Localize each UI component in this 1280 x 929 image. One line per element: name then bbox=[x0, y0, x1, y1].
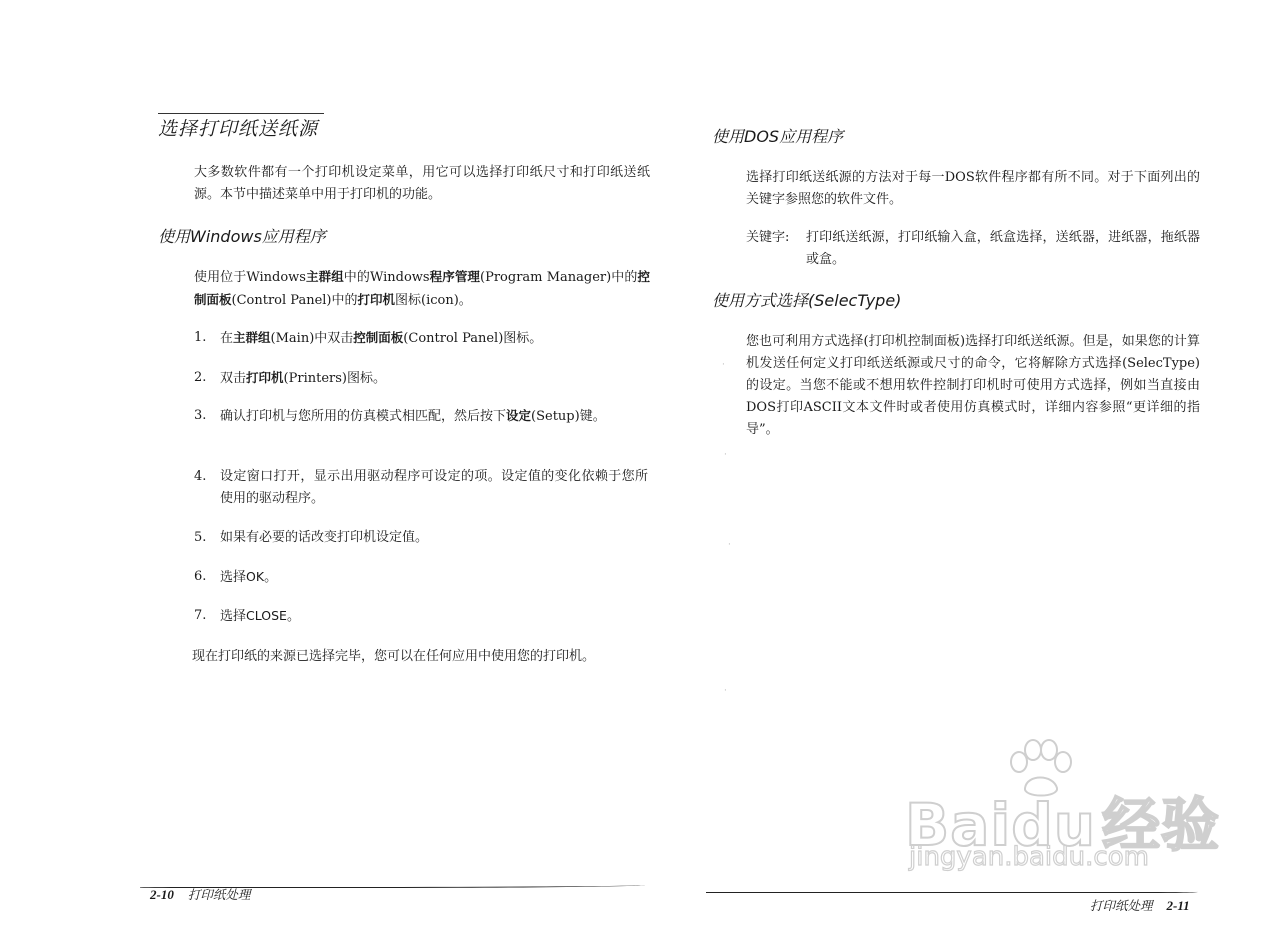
scan-speck: · bbox=[722, 360, 725, 370]
page-title: 选择打印纸送纸源 bbox=[158, 118, 319, 140]
selectype-paragraph: 您也可利用方式选择(打印机控制面板)选择打印纸送纸源。但是，如果您的计算机发送任何定义打印纸送纸源或尺寸的命令，它将解除方式选择(SelecType)的设定。当您不能或不想用软件控制打印机时可使用方式选择，例如当直接由DOS打印ASCII文本文件时或者使用仿真模式时，详细内容参照“更详细的指导”。 bbox=[746, 334, 1200, 437]
page-number: 2-10 bbox=[150, 887, 174, 902]
keyword-text: 打印纸送纸源，打印纸输入盒，纸盒选择，送纸器，进纸器，拖纸器或盒。 bbox=[806, 230, 1200, 267]
left-page: 选择打印纸送纸源 大多数软件都有一个打印机设定菜单，用它可以选择打印纸尺寸和打印纸送纸源。本节中描述菜单中用于打印机的功能。 使用Windows应用程序 使用位于Windows主群组中的Windows程序管理(Program Manager)中的控制面板(Control Panel)中的打印机图标(icon)。 1. 在主群组(Main)中双击控制面板(Control Panel)图标。 2. 双击打印机(Printers)图标。 3. 确认打印机与您所用的仿真模式相匹配，然后按下设定(Setup)键。 4. 设定窗口打开，显示出用驱动程序可设定的项。设定值的变化依赖于您所使用的驱动程序。 5. 如果有必要的话改变打印机设定值。 6. 选择OK。 7. 选择CLOSE。 现在打印纸的来源已选择完毕，您可以在任何应用中使用您的打印机。 2-10 打印纸处理 bbox=[0, 0, 660, 929]
watermark-brand: Baidu 经验 bbox=[905, 791, 1221, 859]
windows-intro-paragraph: 使用位于Windows主群组中的Windows程序管理(Program Manager)中的控制面板(Control Panel)中的打印机图标(icon)。 bbox=[194, 269, 650, 308]
baidu-jingyan-watermark bbox=[905, 738, 1221, 878]
selectype-heading: 使用方式选择(SelecType) bbox=[712, 291, 902, 310]
scan-speck: · bbox=[728, 540, 731, 550]
watermark-url: jingyan.baidu.com bbox=[909, 842, 1149, 872]
intro-paragraph: 大多数软件都有一个打印机设定菜单，用它可以选择打印纸尺寸和打印纸送纸源。本节中描述菜单中用于打印机的功能。 bbox=[194, 165, 650, 202]
footer-title: 打印纸处理 bbox=[187, 887, 251, 902]
page-number: 2-11 bbox=[1166, 898, 1190, 913]
footer-title: 打印纸处理 bbox=[1090, 898, 1153, 913]
scan-speck: · bbox=[724, 450, 727, 460]
dos-heading: 使用DOS应用程序 bbox=[712, 127, 844, 146]
footer-left bbox=[150, 885, 250, 903]
footer-right bbox=[1090, 896, 1190, 914]
closing-paragraph: 现在打印纸的来源已选择完毕，您可以在任何应用中使用您的打印机。 bbox=[192, 649, 596, 664]
keyword-label: 关键字: bbox=[746, 230, 790, 245]
scan-speck: · bbox=[724, 686, 727, 696]
dos-paragraph: 选择打印纸送纸源的方法对于每一DOS软件程序都有所不同。对于下面列出的关键字参照您的软件文件。 bbox=[746, 170, 1200, 207]
footer-rule bbox=[706, 882, 1198, 893]
windows-heading: 使用Windows应用程序 bbox=[158, 227, 326, 246]
